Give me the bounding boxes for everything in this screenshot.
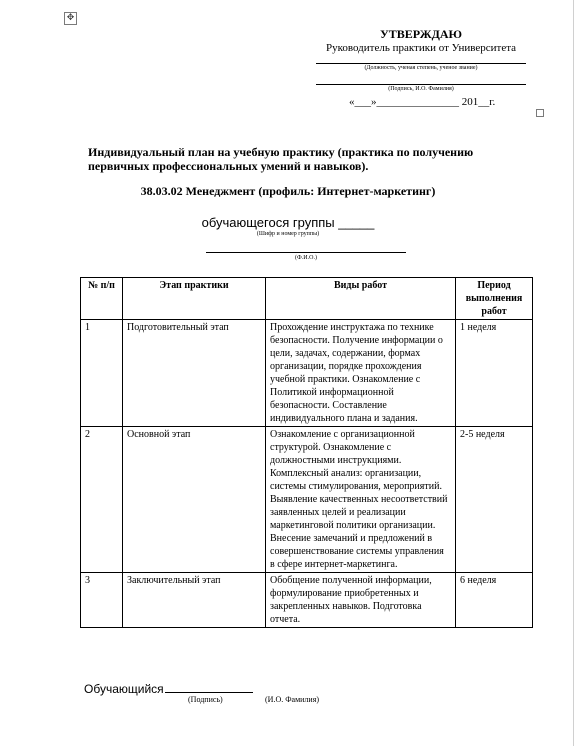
table-row [81, 320, 533, 427]
cell-period: 1 неделя [456, 320, 533, 427]
position-line [316, 63, 526, 64]
fio-caption: (Ф.И.О.) [295, 255, 317, 261]
group-caption: (Шифр и номер группы) [256, 231, 320, 237]
cell-num: 1 [81, 320, 123, 427]
table-header-row [81, 278, 533, 320]
cell-stage: Основной этап [123, 427, 266, 573]
header-period: Период выполнения работ [456, 278, 533, 320]
signature-caption: (Подпись, И.О. Фамилия) [388, 86, 454, 92]
document-title: Индивидуальный план на учебную практику (практика по получению первичных профессиональных умений и навыков). [88, 145, 474, 173]
header-work: Виды работ [266, 278, 456, 320]
approve-role: Руководитель практики от Университета [325, 42, 517, 54]
position-caption: (Должность, ученая степень, ученое звание) [364, 65, 478, 71]
student-signature-line [165, 692, 253, 693]
header-num: № п/п [81, 278, 123, 320]
cell-num: 2 [81, 427, 123, 573]
cell-stage: Подготовительный этап [123, 320, 266, 427]
cell-work: Ознакомление с организационной структурой. Ознакомление с должностными инструкциями. Комплексный анализ: организации, системы стимулирования, мероприятий. Выявление качественных несоответствий заявленных целей и реализации маркетинговой политики организации. Внесение замечаний и предложений в совершенствование системы управления в сфере интернет-маркетинга. [266, 427, 456, 573]
group-line: обучающегося группы _____ [201, 215, 375, 230]
fio-line [206, 252, 406, 253]
table-resize-handle-icon[interactable] [536, 109, 544, 117]
student-signature-caption: (Подпись) [188, 695, 223, 704]
cell-period: 2-5 неделя [456, 427, 533, 573]
cell-stage: Заключительный этап [123, 573, 266, 628]
page-edge [573, 0, 574, 746]
header-stage: Этап практики [123, 278, 266, 320]
cell-work: Обобщение полученной информации, формулирование приобретенных и закрепленных навыков. Подготовка отчета. [266, 573, 456, 628]
student-name-caption: (И.О. Фамилия) [265, 695, 320, 704]
program-title: 38.03.02 Менеджмент (профиль: Интернет-маркетинг) [140, 184, 436, 198]
cell-num: 3 [81, 573, 123, 628]
cell-work: Прохождение инструктажа по технике безопасности. Получение информации о цели, задачах, содержании, формах организации, порядке прохождения учебной практики. Ознакомление с Политикой информационной безопасности. Составление индивидуального плана и задания. [266, 320, 456, 427]
approve-title: УТВЕРЖДАЮ [379, 27, 463, 41]
cell-period: 6 неделя [456, 573, 533, 628]
plan-table [80, 277, 533, 628]
signature-line [316, 84, 526, 85]
approve-date: «___»_______________ 201__г. [349, 96, 496, 108]
table-row [81, 427, 533, 573]
table-move-handle-icon[interactable]: ✥ [64, 12, 77, 25]
student-label: Обучающийся [84, 682, 164, 696]
table-row [81, 573, 533, 628]
